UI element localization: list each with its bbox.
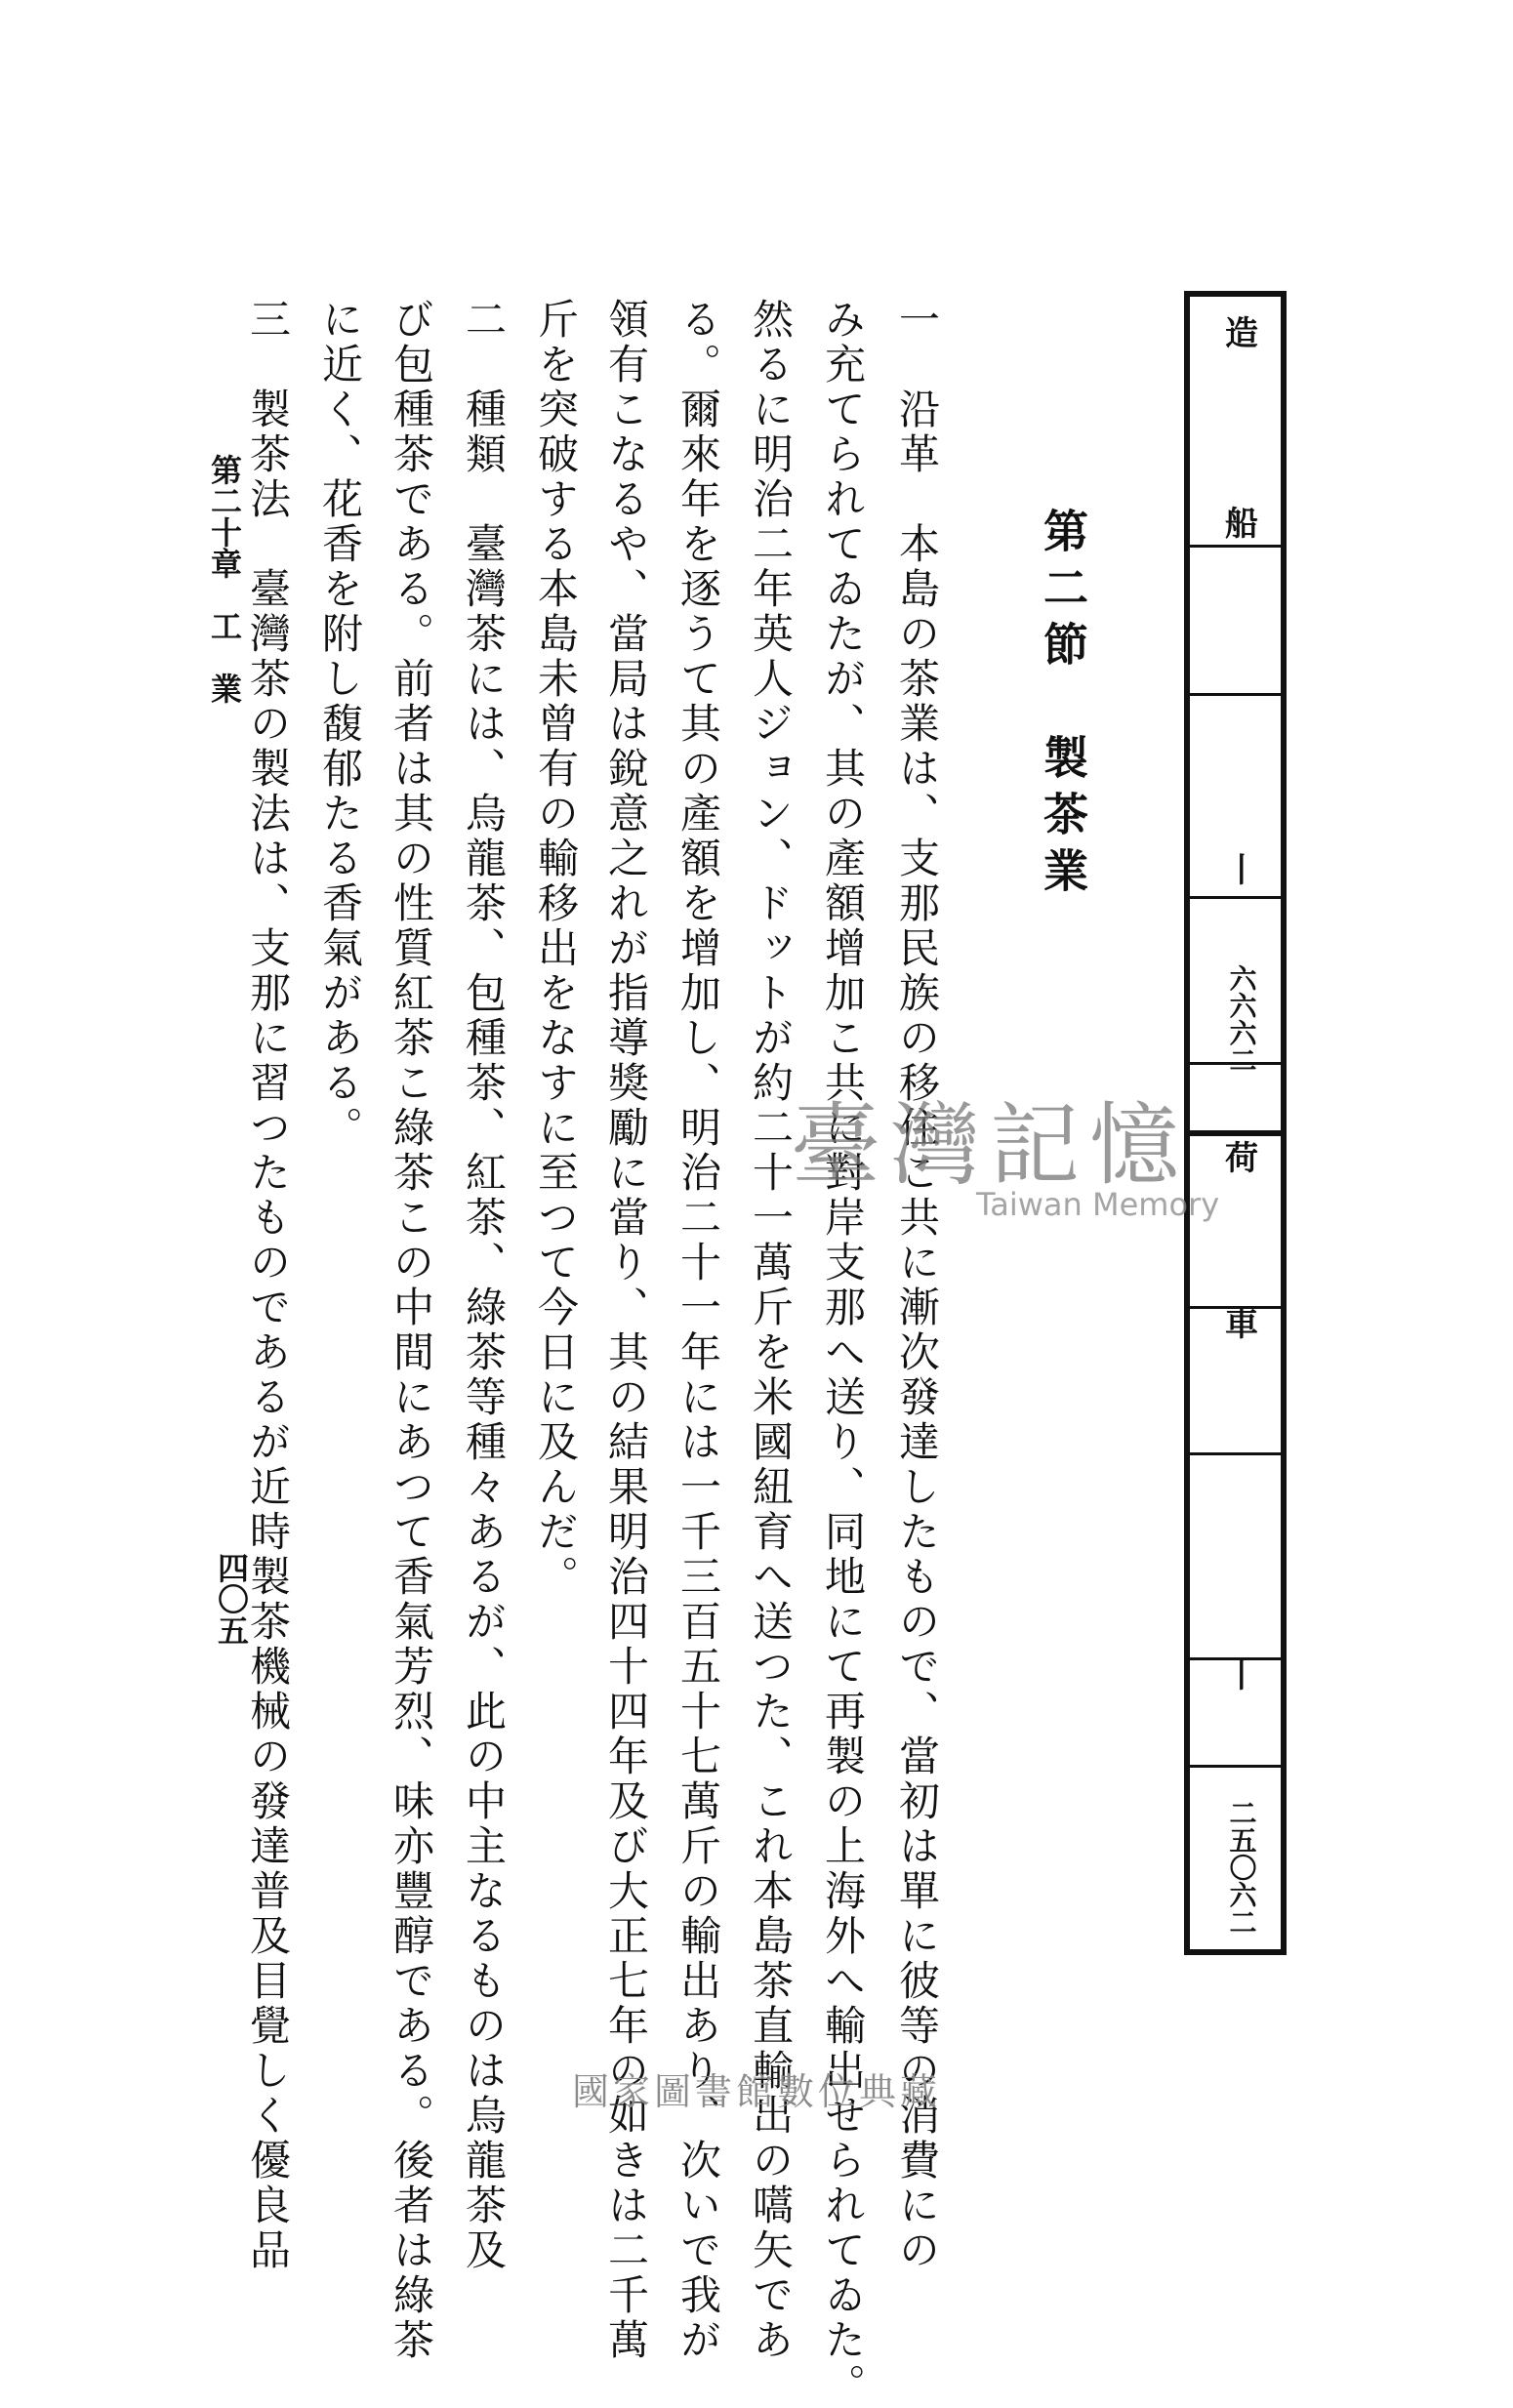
text-column: る。爾來年を逐うて其の產額を增加し、明治二十一年には一千三百五十七萬斤の輸出あり、次いで我が bbox=[675, 298, 722, 2363]
side-cell: 造 bbox=[1218, 315, 1258, 348]
watermark-chars: 臺灣記憶 bbox=[791, 1093, 1190, 1198]
table-rule bbox=[1190, 693, 1281, 696]
table-rule bbox=[1190, 1452, 1281, 1455]
watermark-english: Taiwan Memory bbox=[976, 1186, 1220, 1223]
text-column: 三 製茶法 臺灣茶の製法は、支那に習つたものであるが近時製茶機械の發達普及目覺しく優良品 bbox=[244, 298, 292, 2273]
side-cell: 船 bbox=[1218, 506, 1258, 539]
text-column: み充てられてゐたが、其の產額增加こ共に對岸支那へ送り、同地にて再製の上海外へ輸出せられてゐた。 bbox=[819, 298, 867, 2408]
page-number: 四〇五 bbox=[213, 1552, 250, 1646]
section-title: 第二節 製茶業 bbox=[1037, 508, 1089, 904]
chapter-footer: 第二十章 工 業 bbox=[206, 454, 243, 704]
text-column: 領有こなるや、當局は銳意之れが指導獎勵に當り、其の結果明治四十四年及び大正七年の如きは二千萬 bbox=[602, 298, 650, 2363]
side-cell: 六六六二 bbox=[1225, 964, 1258, 1074]
side-cell: 車 bbox=[1218, 1306, 1258, 1339]
table-rule bbox=[1190, 1765, 1281, 1768]
table-rule bbox=[1190, 1949, 1281, 1955]
side-cell: 丨 bbox=[1218, 852, 1258, 885]
side-cell: 二五〇六二 bbox=[1225, 1799, 1258, 1936]
table-rule bbox=[1190, 291, 1281, 297]
text-column: 一 沿革 本島の茶業は、支那民族の移住こ共に漸次發達したもので、當初は單に彼等の消費にの bbox=[893, 298, 941, 2273]
side-cell: 丨 bbox=[1218, 1657, 1258, 1691]
text-column: び包種茶である。前者は其の性質紅茶こ綠茶この中間にあつて香氣芳烈、味亦豐醇である。後者は綠茶 bbox=[388, 298, 435, 2363]
table-rule bbox=[1190, 545, 1281, 548]
text-column: 二 種類 臺灣茶には、烏龍茶、包種茶、紅茶、綠茶等種々あるが、此の中主なるものは烏龍茶及 bbox=[460, 298, 508, 2273]
text-column: 然るに明治二年英人ジョン、ドットが約二十一萬斤を米國紐育へ送つた、これ本島茶直輸出の嚆矢であ bbox=[747, 298, 795, 2363]
side-cell: 荷 bbox=[1218, 1140, 1258, 1173]
text-column: 斤を突破する本島未曾有の輸移出をなすに至つて今日に及んだ。 bbox=[532, 298, 580, 1600]
text-column: に近く、花香を附し馥郁たる香氣がある。 bbox=[316, 298, 364, 1151]
table-rule bbox=[1190, 896, 1281, 899]
taiwan-memory-watermark bbox=[791, 1074, 1220, 1240]
archive-caption: 國家圖書館數位典藏 bbox=[571, 2070, 941, 2113]
